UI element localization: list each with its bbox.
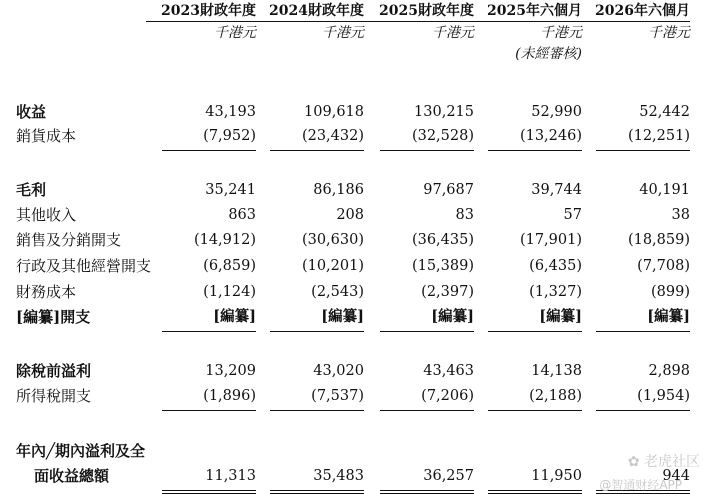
- subtotal-rule: [380, 410, 474, 411]
- column-year: 2023財政年度: [161, 3, 256, 19]
- cell-value: (13,246): [519, 128, 582, 144]
- watermark-icon: ✿: [627, 454, 640, 470]
- cell-value: (7,708): [637, 258, 690, 274]
- table-row: [0, 306, 710, 332]
- cell-value: [編纂]: [431, 308, 474, 325]
- total-double-rule: [488, 490, 582, 491]
- cell-value: 35,483: [313, 468, 364, 484]
- subtotal-rule: [596, 410, 690, 411]
- total-double-rule: [162, 493, 256, 494]
- row-label: 行政及其他經營開支: [16, 257, 152, 275]
- subtotal-rule: [488, 331, 582, 332]
- column-headers: [0, 2, 710, 80]
- total-double-rule: [488, 493, 582, 494]
- cell-value: 11,313: [205, 468, 256, 484]
- subtotal-rule: [488, 150, 582, 151]
- cell-value: (18,859): [627, 232, 690, 248]
- row-label: 銷售及分銷開支: [16, 231, 122, 249]
- cell-value: [編纂]: [539, 308, 582, 325]
- cell-value: 86,186: [313, 182, 364, 198]
- table-row: [0, 125, 710, 151]
- cell-value: (6,859): [203, 258, 256, 274]
- cell-value: (17,901): [519, 232, 582, 248]
- column-note: (未經審核): [515, 46, 582, 62]
- column-year: 2025財政年度: [379, 3, 474, 19]
- cell-value: (6,435): [529, 258, 582, 274]
- table-row: [0, 101, 710, 127]
- cell-value: (36,435): [411, 232, 474, 248]
- table-row: [0, 229, 710, 255]
- table-row: [0, 281, 710, 307]
- subtotal-rule: [270, 331, 364, 332]
- column-header: [146, 2, 256, 44]
- cell-value: 83: [455, 207, 474, 223]
- cell-value: (7,952): [203, 128, 256, 144]
- cell-value: (1,124): [203, 284, 256, 300]
- column-header: [254, 2, 364, 44]
- row-label: 銷貨成本: [16, 127, 77, 145]
- column-unit: 千港元: [322, 25, 364, 41]
- cell-value: (1,954): [637, 388, 690, 404]
- column-year: 2026年六個月: [595, 3, 690, 19]
- subtotal-rule: [270, 150, 364, 151]
- cell-value: 52,442: [639, 104, 690, 120]
- cell-value: (30,630): [301, 232, 364, 248]
- row-label: 毛利: [16, 181, 47, 199]
- cell-value: 52,990: [531, 104, 582, 120]
- subtotal-rule: [380, 331, 474, 332]
- column-header: [472, 2, 582, 64]
- cell-value: (7,537): [311, 388, 364, 404]
- row-label: 其他收入: [16, 206, 77, 224]
- cell-value: 36,257: [423, 468, 474, 484]
- cell-value: (14,912): [193, 232, 256, 248]
- column-header: [364, 2, 474, 44]
- row-label: 所得稅開支: [16, 387, 92, 405]
- cell-value: (2,397): [421, 284, 474, 300]
- total-double-rule: [270, 490, 364, 491]
- cell-value: 130,215: [414, 104, 474, 120]
- column-unit: 千港元: [214, 25, 256, 41]
- cell-value: 39,744: [531, 182, 582, 198]
- cell-value: 13,209: [205, 363, 256, 379]
- column-year: 2024財政年度: [269, 3, 364, 19]
- row-label: [編纂]開支: [16, 308, 91, 326]
- cell-value: 57: [563, 207, 582, 223]
- subtotal-rule: [488, 410, 582, 411]
- cell-value: 43,020: [313, 363, 364, 379]
- row-label: 財務成本: [16, 283, 77, 301]
- subtotal-rule: [596, 150, 690, 151]
- watermark-handle: @智通财经APP: [599, 478, 682, 492]
- cell-value: [編纂]: [647, 308, 690, 325]
- subtotal-rule: [596, 331, 690, 332]
- cell-value: 43,193: [205, 104, 256, 120]
- cell-value: [編纂]: [321, 308, 364, 325]
- watermark-logo: [628, 454, 700, 470]
- table-row: [0, 385, 710, 411]
- table-row: [0, 204, 710, 230]
- table-row: [0, 255, 710, 281]
- cell-value: (32,528): [411, 128, 474, 144]
- cell-value: 11,950: [531, 468, 582, 484]
- column-unit: 千港元: [648, 25, 690, 41]
- cell-value: [編纂]: [213, 308, 256, 325]
- cell-value: 14,138: [531, 363, 582, 379]
- row-label-line2: 面收益總額: [34, 467, 110, 485]
- total-double-rule: [380, 493, 474, 494]
- total-double-rule: [270, 493, 364, 494]
- cell-value: 109,618: [304, 104, 364, 120]
- cell-value: (1,896): [203, 388, 256, 404]
- cell-value: (1,327): [529, 284, 582, 300]
- cell-value: 40,191: [639, 182, 690, 198]
- column-year: 2025年六個月: [487, 3, 582, 19]
- cell-value: 97,687: [423, 182, 474, 198]
- cell-value: 208: [336, 207, 364, 223]
- row-label-line1: 年內╱期內溢利及全: [16, 442, 146, 460]
- row-label: 收益: [16, 103, 47, 121]
- watermark-text: 老虎社区: [644, 454, 700, 470]
- total-double-rule: [380, 490, 474, 491]
- row-label: 除稅前溢利: [16, 362, 92, 380]
- cell-value: (15,389): [411, 258, 474, 274]
- total-double-rule: [596, 493, 690, 494]
- cell-value: (2,543): [311, 284, 364, 300]
- cell-value: 944: [662, 468, 690, 484]
- cell-value: (23,432): [301, 128, 364, 144]
- total-double-rule: [162, 490, 256, 491]
- column-unit: 千港元: [540, 25, 582, 41]
- cell-value: 38: [671, 207, 690, 223]
- subtotal-rule: [380, 150, 474, 151]
- subtotal-rule: [162, 150, 256, 151]
- cell-value: 43,463: [423, 363, 474, 379]
- cell-value: (899): [651, 284, 690, 300]
- table-row: [0, 360, 710, 386]
- cell-value: (10,201): [301, 258, 364, 274]
- cell-value: 2,898: [648, 363, 690, 379]
- subtotal-rule: [162, 410, 256, 411]
- cell-value: (7,206): [421, 388, 474, 404]
- table-row: [0, 179, 710, 205]
- subtotal-rule: [270, 410, 364, 411]
- subtotal-rule: [162, 331, 256, 332]
- column-header: [580, 2, 690, 44]
- column-unit: 千港元: [432, 25, 474, 41]
- cell-value: 863: [228, 207, 256, 223]
- cell-value: (12,251): [627, 128, 690, 144]
- cell-value: 35,241: [205, 182, 256, 198]
- cell-value: (2,188): [529, 388, 582, 404]
